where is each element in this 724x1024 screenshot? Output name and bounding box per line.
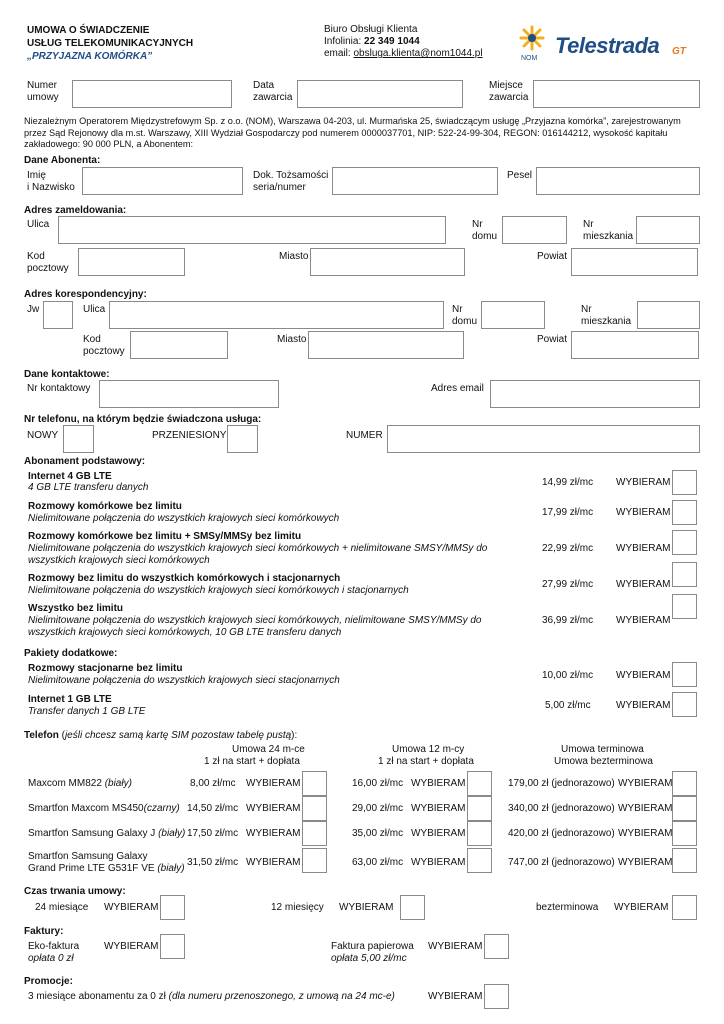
papier-wybieram: WYBIERAM bbox=[428, 941, 483, 952]
pak-0-name: Rozmowy stacjonarne bez limitu bbox=[28, 663, 183, 674]
telefon-note: jeśli chcesz samą kartę SIM pozostaw tabelę pustą bbox=[64, 730, 292, 741]
promocje-heading: Promocje: bbox=[24, 976, 73, 987]
papier-fee: opłata 5,00 zł/mc bbox=[331, 953, 407, 964]
promocja-text: 3 miesiące abonamentu za 0 zł (dla numeru przenoszonego, z umową na 24 mc-e) bbox=[28, 991, 395, 1002]
phone-1-name: Smartfon Maxcom MS450(czarny) bbox=[28, 803, 180, 814]
office-label: Biuro Obsługi Klienta bbox=[324, 24, 418, 35]
telefon-heading-row: Telefon (jeśli chcesz samą kartę SIM pozostaw tabelę pustą): bbox=[24, 730, 298, 741]
czas-12-wybieram: WYBIERAM bbox=[339, 902, 394, 913]
phone-0-checkbox-12[interactable] bbox=[467, 771, 492, 796]
abo-4-price: 36,99 zł/mc bbox=[542, 615, 594, 626]
kor-kod-label: Kod pocztowy bbox=[83, 334, 125, 357]
abonament-heading: Abonament podstawowy: bbox=[24, 456, 146, 467]
phone-1-p24: 14,50 zł/mc bbox=[187, 803, 239, 814]
infolinia-row bbox=[324, 36, 420, 48]
miejsce-zawarcia-field[interactable] bbox=[533, 80, 700, 108]
czas-24-checkbox[interactable] bbox=[160, 895, 185, 920]
pesel-field[interactable] bbox=[536, 167, 700, 195]
imie-field[interactable] bbox=[82, 167, 243, 195]
papier-label: Faktura papierowa bbox=[331, 941, 414, 952]
phone-0-w24: WYBIERAM bbox=[246, 778, 301, 789]
abo-0-name: Internet 4 GB LTE bbox=[28, 471, 112, 482]
phone-3-checkbox-b[interactable] bbox=[672, 848, 697, 873]
imie-label: Imię i Nazwisko bbox=[27, 170, 75, 193]
phone-0-name: Maxcom MM822 (biały) bbox=[28, 778, 132, 789]
czas-b-wybieram: WYBIERAM bbox=[614, 902, 669, 913]
numer-umowy-label: Numer umowy bbox=[27, 80, 59, 103]
abo-0-checkbox[interactable] bbox=[672, 470, 697, 495]
eko-fee: opłata 0 zł bbox=[28, 953, 74, 964]
numer-field[interactable] bbox=[387, 425, 700, 453]
title-line-3: „PRZYJAZNA KOMÓRKA” bbox=[27, 51, 153, 62]
phone-3-p24: 31,50 zł/mc bbox=[187, 857, 239, 868]
colb-subtitle: Umowa bezterminowa bbox=[554, 756, 653, 767]
email-field[interactable] bbox=[490, 380, 700, 408]
zam-kod-label: Kod pocztowy bbox=[27, 251, 69, 274]
phone-1-checkbox-24[interactable] bbox=[302, 796, 327, 821]
phone-2-p24: 17,50 zł/mc bbox=[187, 828, 239, 839]
phone-3-name-l1: Smartfon Samsung Galaxy bbox=[28, 851, 148, 862]
col24-title: Umowa 24 m-ce bbox=[232, 744, 305, 755]
abo-2-checkbox[interactable] bbox=[672, 530, 697, 555]
data-zawarcia-label: Data zawarcia bbox=[253, 80, 293, 103]
zam-powiat-field[interactable] bbox=[571, 248, 698, 276]
zameldowanie-heading: Adres zameldowania: bbox=[24, 205, 127, 216]
col24-subtitle: 1 zł na start + dopłata bbox=[204, 756, 300, 767]
nowy-checkbox[interactable] bbox=[63, 425, 94, 453]
phone-2-wb: WYBIERAM bbox=[618, 828, 673, 839]
phone-3-checkbox-12[interactable] bbox=[467, 848, 492, 873]
phone-3-w24: WYBIERAM bbox=[246, 857, 301, 868]
intro-text: Niezależnym Operatorem Międzystrefowym Sp. z o.o. (NOM), Warszawa 04-203, ul. Murmańska 25, świadczącym usługę „Przyjazna komórka”, zarejestrowanym przez Sąd Rejonowy dla m.st. Warszawy, XIII Wydział Gospodarczy pod numerem 0000037701, NIP: 522-24-99-304, REGON: 016144212, wysokość kapitału zakładowego: 90 000 PLN, a Abonentem: bbox=[24, 116, 681, 149]
colb-title: Umowa terminowa bbox=[561, 744, 644, 755]
email-field-label: Adres email bbox=[431, 383, 484, 394]
przeniesiony-label: PRZENIESIONY bbox=[152, 430, 227, 441]
abo-3-checkbox[interactable] bbox=[672, 562, 697, 587]
infolinia-number: 22 349 1044 bbox=[364, 36, 420, 47]
dokument-field[interactable] bbox=[332, 167, 498, 195]
pakiety-heading: Pakiety dodatkowe: bbox=[24, 648, 118, 659]
kor-powiat-field[interactable] bbox=[571, 331, 699, 359]
phone-2-w12: WYBIERAM bbox=[411, 828, 466, 839]
pak-1-checkbox[interactable] bbox=[672, 692, 697, 717]
phone-1-wb: WYBIERAM bbox=[618, 803, 673, 814]
pak-0-wybieram: WYBIERAM bbox=[616, 670, 671, 681]
zam-ulica-label: Ulica bbox=[27, 219, 50, 230]
zam-ulica-field[interactable] bbox=[58, 216, 446, 244]
numer-umowy-field[interactable] bbox=[72, 80, 232, 108]
abo-1-desc: Nielimitowane połączenia do wszystkich krajowych sieci komórkowych bbox=[28, 513, 340, 524]
czas-24-wybieram: WYBIERAM bbox=[104, 902, 159, 913]
title-line-2: USŁUG TELEKOMUNIKACYJNYCH bbox=[27, 38, 194, 49]
abo-3-desc: Nielimitowane połączenia do wszystkich krajowych sieci komórkowych i stacjonarnych bbox=[28, 585, 409, 596]
nr-kontaktowy-label: Nr kontaktowy bbox=[27, 383, 91, 394]
zam-miasto-label: Miasto bbox=[279, 251, 309, 262]
data-zawarcia-field[interactable] bbox=[297, 80, 463, 108]
abo-4-desc: Nielimitowane połączenia do wszystkich krajowych sieci komórkowych, nielimitowane SMSY/MMSy do wszystkich krajowych sieci komórkowych, 10 GB LTE transferu danych bbox=[28, 615, 482, 638]
nowy-label: NOWY bbox=[27, 430, 59, 441]
dane-abonenta-heading: Dane Abonenta: bbox=[24, 155, 101, 166]
phone-3-pb: 747,00 zł (jednorazowo) bbox=[508, 857, 615, 868]
infolinia-label: Infolinia: bbox=[324, 36, 362, 47]
korespondencja-heading: Adres korespondencyjny: bbox=[24, 289, 147, 300]
zam-nr-mieszkania-label: Nr mieszkania bbox=[583, 219, 634, 242]
telestrada-logo: Telestrada bbox=[555, 33, 660, 58]
pak-0-checkbox[interactable] bbox=[672, 662, 697, 687]
eko-wybieram: WYBIERAM bbox=[104, 941, 159, 952]
abo-2-desc: Nielimitowane połączenia do wszystkich krajowych sieci komórkowych + nielimitowane SMSY/MMSy do wszystkich krajowych sieci komórkowych bbox=[28, 543, 488, 566]
kor-jw-checkbox[interactable] bbox=[43, 301, 73, 329]
abo-3-name: Rozmowy bez limitu do wszystkich komórkowych i stacjonarnych bbox=[28, 573, 341, 584]
phone-1-checkbox-b[interactable] bbox=[672, 796, 697, 821]
zam-kod-field[interactable] bbox=[78, 248, 185, 276]
abo-3-wybieram: WYBIERAM bbox=[616, 579, 671, 590]
pak-0-price: 10,00 zł/mc bbox=[542, 670, 594, 681]
miejsce-zawarcia-label: Miejsce zawarcia bbox=[489, 80, 529, 103]
czas-24-label: 24 miesiące bbox=[35, 902, 89, 913]
phone-2-name: Smartfon Samsung Galaxy J (biały) bbox=[28, 828, 186, 839]
telefon-nr-heading: Nr telefonu, na którym będzie świadczona usługa: bbox=[24, 414, 262, 425]
phone-2-p12: 35,00 zł/mc bbox=[352, 828, 404, 839]
abo-1-wybieram: WYBIERAM bbox=[616, 507, 671, 518]
abo-1-price: 17,99 zł/mc bbox=[542, 507, 594, 518]
promocja-wybieram: WYBIERAM bbox=[428, 991, 483, 1002]
email-link[interactable]: obsluga.klienta@nom1044.pl bbox=[353, 48, 483, 59]
col12-subtitle: 1 zł na start + dopłata bbox=[378, 756, 474, 767]
papier-checkbox[interactable] bbox=[484, 934, 509, 959]
abo-2-wybieram: WYBIERAM bbox=[616, 543, 671, 554]
col12-title: Umowa 12 m-cy bbox=[392, 744, 465, 755]
nr-kontaktowy-field[interactable] bbox=[99, 380, 279, 408]
kor-nr-domu-field[interactable] bbox=[481, 301, 545, 329]
kor-nr-mieszkania-label: Nr mieszkania bbox=[581, 304, 632, 327]
zam-miasto-field[interactable] bbox=[310, 248, 465, 276]
phone-0-checkbox-b[interactable] bbox=[672, 771, 697, 796]
abo-4-checkbox[interactable] bbox=[672, 594, 697, 619]
abo-3-price: 27,99 zł/mc bbox=[542, 579, 594, 590]
pak-1-name: Internet 1 GB LTE bbox=[28, 694, 112, 705]
phone-0-checkbox-24[interactable] bbox=[302, 771, 327, 796]
kor-kod-field[interactable] bbox=[130, 331, 228, 359]
kor-ulica-field[interactable] bbox=[109, 301, 444, 329]
email-label: email: bbox=[324, 48, 351, 59]
czas-b-checkbox[interactable] bbox=[672, 895, 697, 920]
abo-1-name: Rozmowy komórkowe bez limitu bbox=[28, 501, 182, 512]
eko-checkbox[interactable] bbox=[160, 934, 185, 959]
abo-0-wybieram: WYBIERAM bbox=[616, 477, 671, 488]
kor-miasto-label: Miasto bbox=[277, 334, 307, 345]
kor-nr-mieszkania-field[interactable] bbox=[637, 301, 700, 329]
zam-nr-domu-label: Nr domu bbox=[472, 219, 498, 242]
czas-12-checkbox[interactable] bbox=[400, 895, 425, 920]
phone-1-w12: WYBIERAM bbox=[411, 803, 466, 814]
phone-2-pb: 420,00 zł (jednorazowo) bbox=[508, 828, 615, 839]
phone-3-wb: WYBIERAM bbox=[618, 857, 673, 868]
phone-0-wb: WYBIERAM bbox=[618, 778, 673, 789]
faktury-heading: Faktury: bbox=[24, 926, 64, 937]
phone-3-w12: WYBIERAM bbox=[411, 857, 466, 868]
pak-0-desc: Nielimitowane połączenia do wszystkich krajowych sieci stacjonarnych bbox=[28, 675, 340, 686]
nom-logo-text: NOM bbox=[521, 55, 538, 62]
zam-nr-mieszkania-field[interactable] bbox=[636, 216, 700, 244]
zam-nr-domu-field[interactable] bbox=[502, 216, 567, 244]
eko-label: Eko-faktura bbox=[28, 941, 80, 952]
kor-ulica-label: Ulica bbox=[83, 304, 106, 315]
kor-nr-domu-label: Nr domu bbox=[452, 304, 478, 327]
phone-1-pb: 340,00 zł (jednorazowo) bbox=[508, 803, 615, 814]
phone-3-p12: 63,00 zł/mc bbox=[352, 857, 404, 868]
phone-0-pb: 179,00 zł (jednorazowo) bbox=[508, 778, 615, 789]
zam-powiat-label: Powiat bbox=[537, 251, 568, 262]
phone-1-p12: 29,00 zł/mc bbox=[352, 803, 404, 814]
phone-0-w12: WYBIERAM bbox=[411, 778, 466, 789]
phone-0-p12: 16,00 zł/mc bbox=[352, 778, 404, 789]
pak-1-wybieram: WYBIERAM bbox=[616, 700, 671, 711]
telestrada-gt: GT bbox=[672, 46, 686, 57]
pesel-label: Pesel bbox=[507, 170, 533, 181]
dokument-label: Dok. Tożsamości seria/numer bbox=[253, 170, 329, 193]
abo-2-name: Rozmowy komórkowe bez limitu + SMSy/MMSy bez limitu bbox=[28, 531, 302, 542]
phone-1-w24: WYBIERAM bbox=[246, 803, 301, 814]
numer-label: NUMER bbox=[346, 430, 383, 441]
abo-1-checkbox[interactable] bbox=[672, 500, 697, 525]
abo-0-price: 14,99 zł/mc bbox=[542, 477, 594, 488]
kor-miasto-field[interactable] bbox=[308, 331, 464, 359]
phone-1-checkbox-12[interactable] bbox=[467, 796, 492, 821]
title-line-1: UMOWA O ŚWIADCZENIE bbox=[27, 25, 150, 36]
abo-0-desc: 4 GB LTE transferu danych bbox=[28, 482, 149, 493]
abo-2-price: 22,99 zł/mc bbox=[542, 543, 594, 554]
promocja-checkbox[interactable] bbox=[484, 984, 509, 1009]
phone-2-checkbox-24[interactable] bbox=[302, 821, 327, 846]
pak-1-desc: Transfer danych 1 GB LTE bbox=[28, 706, 146, 717]
telefon-heading: Telefon bbox=[24, 730, 59, 741]
kor-powiat-label: Powiat bbox=[537, 334, 568, 345]
abo-4-name: Wszystko bez limitu bbox=[28, 603, 124, 614]
czas-b-label: bezterminowa bbox=[536, 902, 599, 913]
phone-2-checkbox-12[interactable] bbox=[467, 821, 492, 846]
kor-jw-label: Jw bbox=[27, 304, 40, 315]
phone-3-name: Grand Prime LTE G531F VE (biały) bbox=[28, 863, 185, 874]
phone-0-p24: 8,00 zł/mc bbox=[190, 778, 236, 789]
czas-heading: Czas trwania umowy: bbox=[24, 886, 126, 897]
phone-2-checkbox-b[interactable] bbox=[672, 821, 697, 846]
email-row bbox=[324, 48, 483, 60]
kontakt-heading: Dane kontaktowe: bbox=[24, 369, 110, 380]
phone-2-w24: WYBIERAM bbox=[246, 828, 301, 839]
phone-3-checkbox-24[interactable] bbox=[302, 848, 327, 873]
przeniesiony-checkbox[interactable] bbox=[227, 425, 258, 453]
czas-12-label: 12 miesięcy bbox=[271, 902, 324, 913]
pak-1-price: 5,00 zł/mc bbox=[545, 700, 591, 711]
abo-4-wybieram: WYBIERAM bbox=[616, 615, 671, 626]
